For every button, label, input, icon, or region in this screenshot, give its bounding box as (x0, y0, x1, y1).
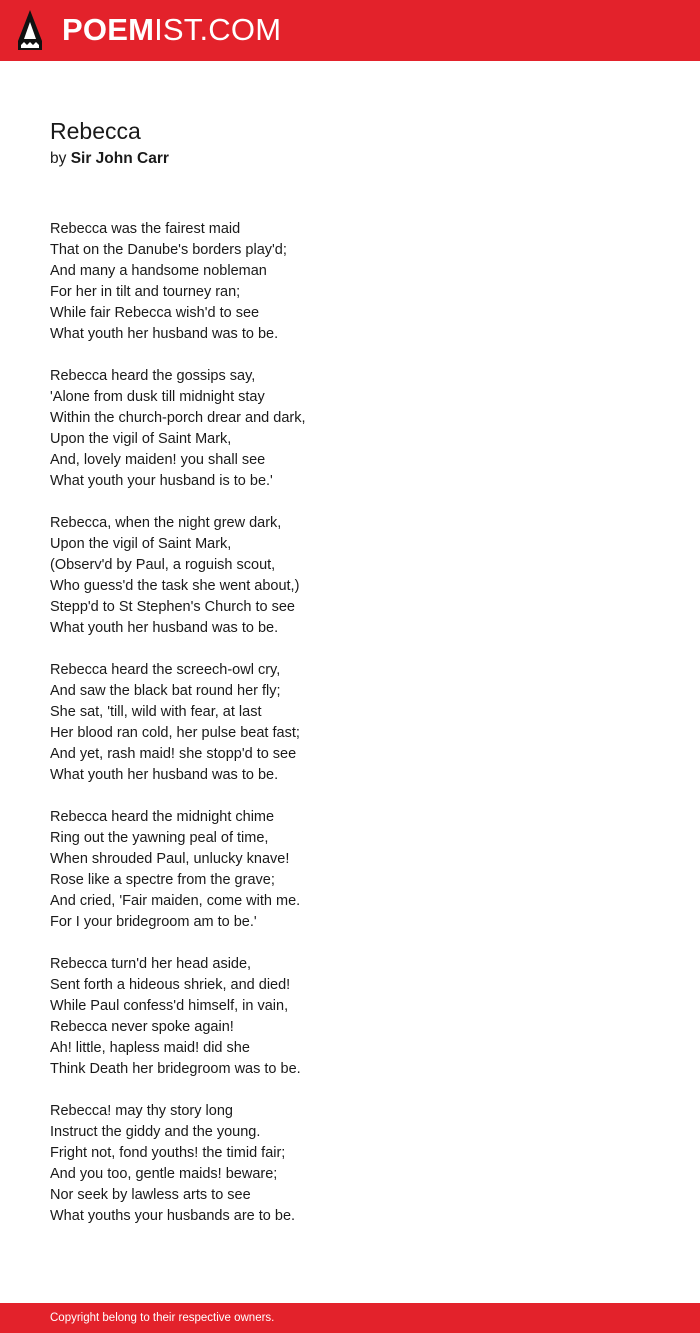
poem-line: For I your bridegroom am to be.' (50, 914, 257, 930)
stanza (50, 807, 650, 933)
site-logo[interactable] (62, 12, 281, 48)
poem-line: And many a handsome nobleman (50, 263, 267, 279)
poem-line: (Observ'd by Paul, a roguish scout, (50, 557, 276, 573)
poem-line: Think Death her bridegroom was to be. (50, 1061, 301, 1077)
poem-line: And cried, 'Fair maiden, come with me. (50, 893, 301, 909)
poem-line: Instruct the giddy and the young. (50, 1124, 261, 1140)
poem-line: Who guess'd the task she went about,) (50, 578, 300, 594)
stanza (50, 366, 650, 492)
poem-line: While Paul confess'd himself, in vain, (50, 998, 289, 1014)
poem-line: 'Alone from dusk till midnight stay (50, 389, 265, 405)
poem-line: And you too, gentle maids! beware; (50, 1166, 278, 1182)
poem-line: Her blood ran cold, her pulse beat fast; (50, 725, 300, 741)
stanza (50, 219, 650, 345)
poem-line: What youth her husband was to be. (50, 326, 279, 342)
poem-line: Rebecca heard the midnight chime (50, 809, 275, 825)
poem-line: Upon the vigil of Saint Mark, (50, 431, 232, 447)
poem-line: For her in tilt and tourney ran; (50, 284, 241, 300)
poem-line: That on the Danube's borders play'd; (50, 242, 287, 258)
logo-light-text: IST.COM (154, 12, 282, 47)
poem-line: Rebecca heard the gossips say, (50, 368, 256, 384)
poem-line: What youths your husbands are to be. (50, 1208, 296, 1224)
poem-body (50, 219, 650, 1248)
poem-line: While fair Rebecca wish'd to see (50, 305, 260, 321)
poem-line: Fright not, fond youths! the timid fair; (50, 1145, 286, 1161)
poem-line: Rebecca! may thy story long (50, 1103, 233, 1119)
stanza (50, 1101, 650, 1227)
poem-line: And yet, rash maid! she stopp'd to see (50, 746, 297, 762)
poem-line: Rebecca never spoke again! (50, 1019, 234, 1035)
poem-line: Sent forth a hideous shriek, and died! (50, 977, 291, 993)
poem-line: Within the church-porch drear and dark, (50, 410, 306, 426)
copyright-text: Copyright belong to their respective owners. (50, 1312, 275, 1324)
poem-line: Rebecca was the fairest maid (50, 221, 241, 237)
poem-line: Rose like a spectre from the grave; (50, 872, 275, 888)
poem-line: She sat, 'till, wild with fear, at last (50, 704, 262, 720)
pencil-tip-icon (17, 9, 43, 51)
poem-line: And, lovely maiden! you shall see (50, 452, 266, 468)
poem-line: Ah! little, hapless maid! did she (50, 1040, 250, 1056)
site-header (0, 0, 700, 61)
poem-line: Ring out the yawning peal of time, (50, 830, 269, 846)
poem-line: Stepp'd to St Stephen's Church to see (50, 599, 295, 615)
poem-title: Rebecca (50, 118, 141, 144)
poem-line: What youth your husband is to be.' (50, 473, 273, 489)
by-label: by (50, 150, 67, 167)
poem-line: When shrouded Paul, unlucky knave! (50, 851, 290, 867)
logo-bold-text: POEM (62, 12, 155, 47)
site-footer (0, 1303, 700, 1333)
poem-line: Rebecca turn'd her head aside, (50, 956, 252, 972)
poem-line: And saw the black bat round her fly; (50, 683, 281, 699)
poem-line: Upon the vigil of Saint Mark, (50, 536, 232, 552)
stanza (50, 660, 650, 786)
poem-line: Rebecca, when the night grew dark, (50, 515, 282, 531)
poem-line: What youth her husband was to be. (50, 767, 279, 783)
poem-line: What youth her husband was to be. (50, 620, 279, 636)
author-name: Sir John Carr (70, 150, 169, 167)
stanza (50, 954, 650, 1080)
stanza (50, 513, 650, 639)
poem-line: Rebecca heard the screech-owl cry, (50, 662, 281, 678)
poem-line: Nor seek by lawless arts to see (50, 1187, 251, 1203)
byline (50, 148, 169, 170)
